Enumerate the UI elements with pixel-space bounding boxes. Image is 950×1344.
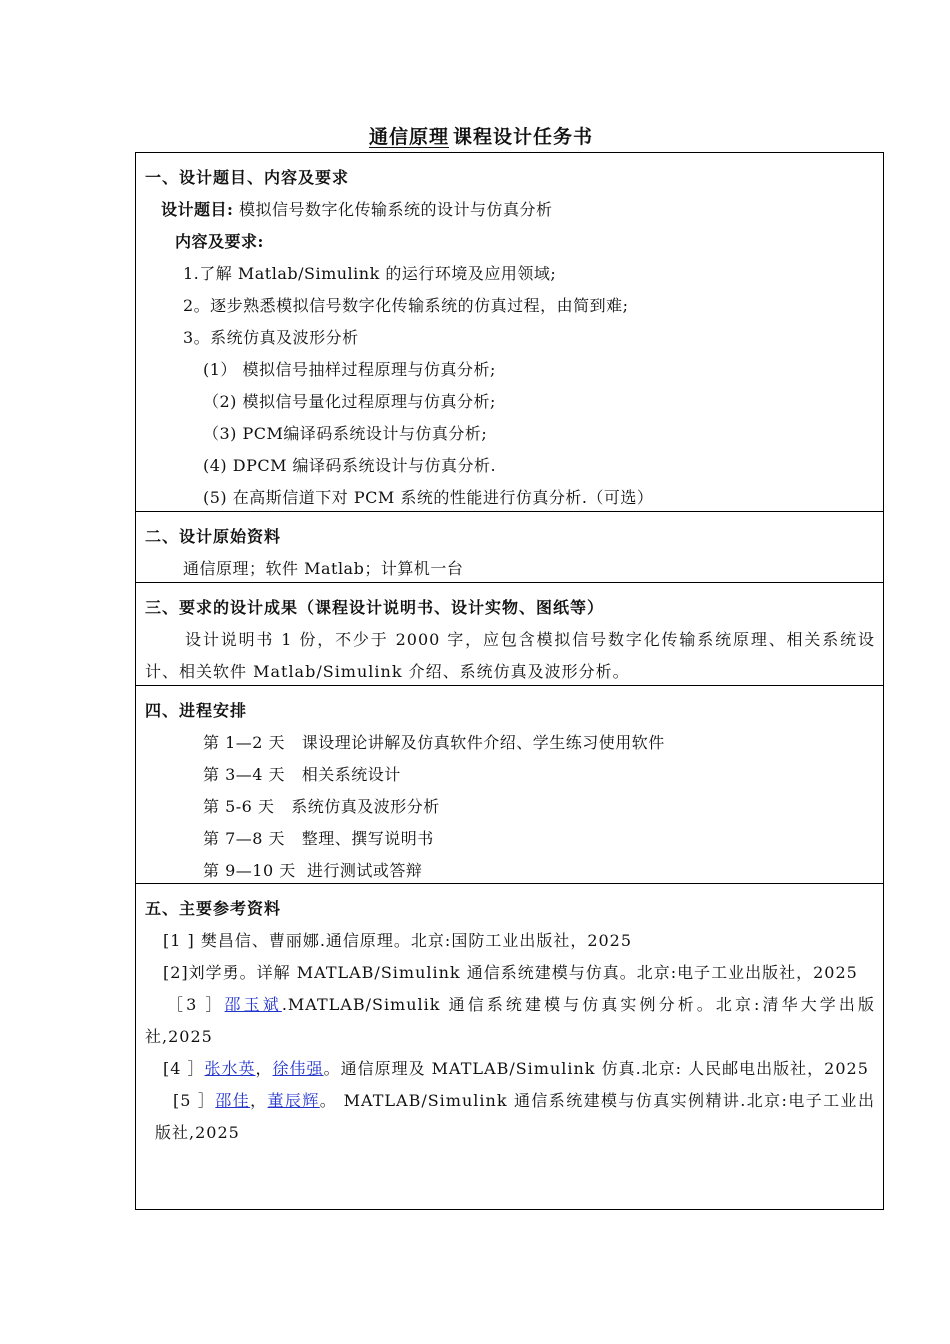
separator: ， (250, 1091, 268, 1110)
topic-value: 模拟信号数字化传输系统的设计与仿真分析 (239, 200, 553, 219)
reference-number: [5 ］ (173, 1091, 216, 1110)
document-title (0, 122, 950, 149)
schedule-item: 第 1—2 天 课设理论讲解及仿真软件介绍、学生练习使用软件 (203, 733, 665, 752)
topic-line (145, 194, 875, 226)
section-design-results (136, 582, 883, 685)
task-table (135, 152, 884, 1210)
materials-text: 通信原理；软件 Matlab；计算机一台 (183, 559, 464, 578)
title-rest: 课程设计任务书 (453, 126, 594, 148)
reference-text: .MATLAB/Simulik 通信系统建模与仿真实例分析。北京:清华大学出版社,2025 (145, 995, 875, 1046)
schedule-item: 第 9—10 天 进行测试或答辩 (203, 861, 423, 880)
schedule-item: 第 5-6 天 系统仿真及波形分析 (203, 797, 440, 816)
reference-item: [2]刘学勇。详解 MATLAB/Simulink 通信系统建模与仿真。北京:电子工业出版社，2025 (163, 963, 858, 982)
sub-list-item: (1） 模拟信号抽样过程原理与仿真分析; (203, 360, 496, 379)
reference-text: 。 MATLAB/Simulink 通信系统建模与仿真实例精讲.北京:电子工业出版社,2025 (155, 1091, 875, 1142)
section-heading: 四、进程安排 (145, 701, 248, 720)
author-link[interactable]: 徐伟强 (272, 1059, 324, 1078)
schedule-item: 第 7—8 天 整理、撰写说明书 (203, 829, 434, 848)
section-references (136, 883, 883, 1209)
author-link[interactable]: 张水英 (204, 1059, 256, 1078)
reference-item (145, 1053, 875, 1085)
section-heading: 三、要求的设计成果（课程设计说明书、设计实物、图纸等） (145, 598, 605, 617)
reference-number: [4 ］ (163, 1059, 205, 1078)
content-label: 内容及要求: (175, 232, 264, 251)
title-course-name: 通信原理 (368, 126, 449, 148)
topic-label: 设计题目: (161, 200, 234, 219)
results-text: 设计说明书 1 份，不少于 2000 字，应包含模拟信号数字化传输系统原理、相关系统设计、相关软件 Matlab/Simulink 介绍、系统仿真及波形分析。 (145, 630, 875, 681)
sub-list-item: （3) PCM编译码系统设计与仿真分析; (203, 424, 488, 443)
separator: ， (255, 1059, 273, 1078)
section-schedule (136, 685, 883, 883)
sub-list-item: （2) 模拟信号量化过程原理与仿真分析; (203, 392, 496, 411)
section-heading: 二、设计原始资料 (145, 527, 282, 546)
sub-list-item: (5) 在高斯信道下对 PCM 系统的性能进行仿真分析.（可选） (203, 488, 654, 507)
section-heading: 五、主要参考资料 (145, 899, 282, 918)
section-original-materials (136, 511, 883, 582)
reference-number: ［3 ］ (167, 995, 225, 1014)
author-link[interactable]: 董辰辉 (267, 1091, 320, 1110)
author-link[interactable]: 邵佳 (215, 1091, 251, 1110)
list-item: 1.了解 Matlab/Simulink 的运行环境及应用领域; (183, 264, 557, 283)
section-design-topic (136, 153, 883, 511)
list-item: 3。系统仿真及波形分析 (183, 328, 359, 347)
reference-text: 。通信原理及 MATLAB/Simulink 仿真.北京: 人民邮电出版社，2025 (323, 1059, 869, 1078)
list-item: 2。逐步熟悉模拟信号数字化传输系统的仿真过程，由简到难; (183, 296, 629, 315)
sub-list-item: (4) DPCM 编译码系统设计与仿真分析. (203, 456, 497, 475)
reference-item: [1 ] 樊昌信、曹丽娜.通信原理。北京:国防工业出版社，2025 (163, 931, 633, 950)
reference-item (145, 989, 875, 1053)
schedule-item: 第 3—4 天 相关系统设计 (203, 765, 401, 784)
section-heading: 一、设计题目、内容及要求 (145, 168, 350, 187)
author-link[interactable]: 邵玉斌 (224, 995, 282, 1014)
reference-item (145, 1085, 875, 1149)
